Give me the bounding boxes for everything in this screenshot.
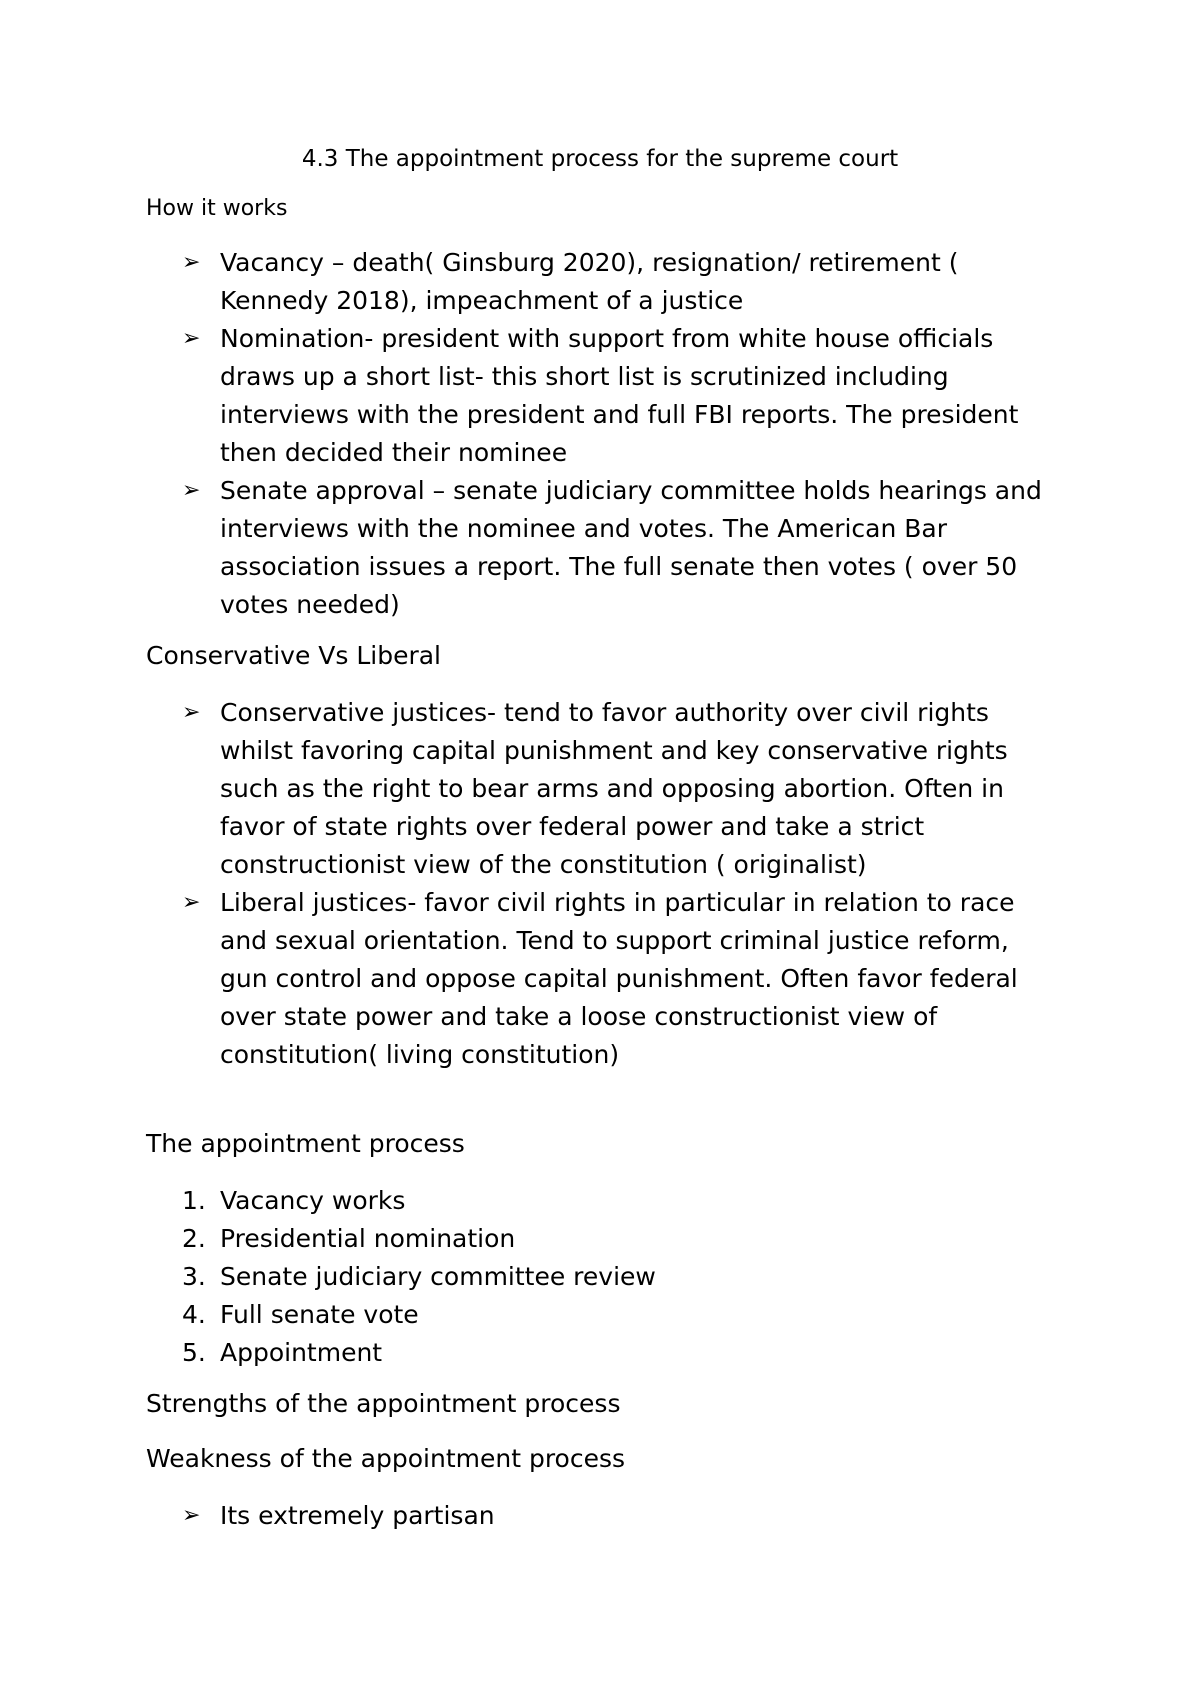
step-text: Senate judiciary committee review xyxy=(220,1262,656,1291)
step-number: 3. xyxy=(182,1262,206,1291)
weaknesses-heading: Weakness of the appointment process xyxy=(146,1444,626,1473)
weaknesses-list xyxy=(182,1497,1062,1535)
arrow-bullet-icon: ➢ xyxy=(182,1503,201,1528)
appointment-steps-list xyxy=(182,1182,1062,1372)
list-item-text: Conservative justices- tend to favor authority over civil rights whilst favoring capital punishment and key conservative rights such as the right to bear arms and opposing abortion. Often in favor of state rights over federal power and take a strict constructionist view of the constitution ( originalist) xyxy=(220,698,1008,879)
step-text: Full senate vote xyxy=(220,1300,419,1329)
arrow-bullet-icon: ➢ xyxy=(182,326,201,351)
list-item xyxy=(182,1497,1062,1535)
conservative-liberal-list xyxy=(182,694,1062,1074)
arrow-bullet-icon: ➢ xyxy=(182,700,201,725)
list-item xyxy=(182,244,1062,320)
list-item-text: Its extremely partisan xyxy=(220,1501,495,1530)
list-item xyxy=(182,1258,1062,1296)
list-item-text: Liberal justices- favor civil rights in particular in relation to race and sexual orientation. Tend to support criminal justice reform, gun control and oppose capital punishment. Often favor federal over state power and take a loose constructionist view of constitution( living constitution) xyxy=(220,888,1018,1069)
step-number: 2. xyxy=(182,1224,206,1253)
list-item xyxy=(182,1220,1062,1258)
list-item-text: Vacancy – death( Ginsburg 2020), resignation/ retirement ( Kennedy 2018), impeachment of a justice xyxy=(220,248,959,315)
list-item xyxy=(182,1296,1062,1334)
list-item xyxy=(182,884,1062,1074)
strengths-heading: Strengths of the appointment process xyxy=(146,1389,621,1418)
step-number: 4. xyxy=(182,1300,206,1329)
conservative-liberal-heading: Conservative Vs Liberal xyxy=(146,641,442,670)
step-number: 5. xyxy=(182,1338,206,1367)
step-text: Vacancy works xyxy=(220,1186,406,1215)
arrow-bullet-icon: ➢ xyxy=(182,478,201,503)
list-item-text: Nomination- president with support from white house officials draws up a short list- this short list is scrutinized including interviews with the president and full FBI reports. The president then decided their nominee xyxy=(220,324,1019,467)
step-text: Appointment xyxy=(220,1338,383,1367)
step-text: Presidential nomination xyxy=(220,1224,516,1253)
how-it-works-heading: How it works xyxy=(146,196,288,221)
list-item xyxy=(182,1334,1062,1372)
list-item xyxy=(182,694,1062,884)
appointment-process-heading: The appointment process xyxy=(146,1129,465,1158)
arrow-bullet-icon: ➢ xyxy=(182,890,201,915)
arrow-bullet-icon: ➢ xyxy=(182,250,201,275)
list-item-text: Senate approval – senate judiciary committee holds hearings and interviews with the nominee and votes. The American Bar association issues a report. The full senate then votes ( over 50 votes needed) xyxy=(220,476,1042,619)
list-item xyxy=(182,1182,1062,1220)
list-item xyxy=(182,320,1062,472)
step-number: 1. xyxy=(182,1186,206,1215)
list-item xyxy=(182,472,1062,624)
how-it-works-list xyxy=(182,244,1062,624)
page-title: 4.3 The appointment process for the supreme court xyxy=(301,146,899,172)
